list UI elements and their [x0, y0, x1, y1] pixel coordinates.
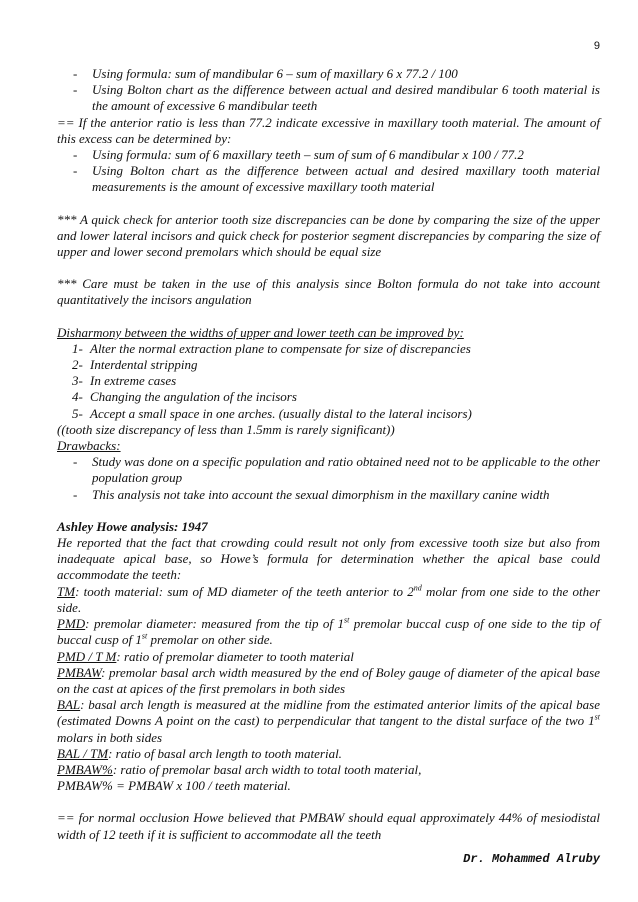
bullet-dash: - — [73, 82, 78, 98]
list-item-text: Using formula: sum of 6 maxillary teeth – sum of sum of 6 mandibular x 100 / 77.2 — [92, 147, 524, 163]
disharmony-note: ((tooth size discrepancy of less than 1.5mm is rarely significant)) — [57, 421, 395, 437]
item-text: Interdental stripping — [90, 357, 198, 373]
list-item — [57, 82, 600, 114]
list-item — [57, 147, 600, 163]
page-number: 9 — [593, 40, 600, 52]
list-item-text: This analysis not take into account the sexual dimorphism in the maxillary canine width — [92, 486, 550, 502]
footer-author: Dr. Mohammed Alruby — [463, 852, 600, 866]
bullet-dash: - — [73, 163, 78, 179]
item-number: 1- — [72, 340, 83, 356]
list-item — [57, 487, 600, 503]
list-item — [57, 163, 600, 195]
item-text: Accept a small space in one arches. (usually distal to the lateral incisors) — [90, 405, 472, 421]
bullet-dash: - — [73, 454, 78, 470]
paragraph-excess: == If the anterior ratio is less than 77.2 indicate excessive in maxillary tooth material. The amount of this excess can be determined by: — [57, 114, 600, 146]
numbered-item — [57, 406, 600, 422]
conclusion: == for normal occlusion Howe believed that PMBAW should equal approximately 44% of mesiodistal width of 12 teeth if it is sufficient to accommodate all the teeth — [57, 810, 600, 842]
spacer — [57, 196, 600, 212]
numbered-item — [57, 341, 600, 357]
numbered-item — [57, 389, 600, 405]
list-item — [57, 66, 600, 82]
term: BAL / TM — [57, 745, 109, 761]
page-content — [57, 66, 600, 843]
item-number: 4- — [72, 389, 83, 405]
drawbacks-heading: Drawbacks: — [57, 438, 121, 454]
item-number: 3- — [72, 373, 83, 389]
item-text: In extreme cases — [90, 373, 177, 389]
definition-tm: TM: tooth material: sum of MD diameter of the teeth anterior to 2nd molar from one side to the other side. — [57, 583, 600, 615]
spacer — [57, 260, 600, 276]
howe-intro: He reported that the fact that crowding could result not only from excessive tooth size but also from inadequate apical base, so Howe’s formula for determination whether the apical base could accommodate the teeth: — [57, 535, 600, 583]
spacer — [57, 503, 600, 519]
list-item-text: Using Bolton chart as the difference between actual and desired mandibular 6 tooth material is the amount of excessive 6 mandibular teeth — [92, 82, 600, 114]
paragraph-care: *** Care must be taken in the use of this analysis since Bolton formula do not take into account quantitatively the incisors angulation — [57, 276, 600, 308]
numbered-item — [57, 373, 600, 389]
definition-pmd-tm: PMD / T M: ratio of premolar diameter to tooth material — [57, 648, 354, 664]
definition-pmbaw: PMBAW: premolar basal arch width measured by the end of Boley gauge of diameter of the apical base on the cast at apices of the first premolars in both sides — [57, 664, 600, 696]
list-item — [57, 454, 600, 486]
disharmony-heading: Disharmony between the widths of upper and lower teeth can be improved by: — [57, 324, 464, 340]
item-text: Alter the normal extraction plane to compensate for size of discrepancies — [90, 340, 471, 356]
paragraph-quick-check: *** A quick check for anterior tooth size discrepancies can be done by comparing the size of the upper and lower lateral incisors and quick check for posterior segment discrepancies by comparing the size of upper and lower second premolars which should be equal size — [57, 211, 600, 260]
bullet-dash: - — [73, 486, 78, 502]
spacer — [57, 794, 600, 810]
term: TM — [57, 583, 76, 599]
item-text: Changing the angulation of the incisors — [90, 389, 297, 405]
section-heading: Ashley Howe analysis: 1947 — [57, 518, 208, 534]
numbered-item — [57, 357, 600, 373]
list-item-text: Using formula: sum of mandibular 6 – sum of maxillary 6 x 77.2 / 100 — [92, 66, 458, 81]
list-item-text: Study was done on a specific population and ratio obtained need not to be applicable to the other population group — [92, 454, 600, 486]
definition-bal-tm: BAL / TM: ratio of basal arch length to tooth material. — [57, 745, 342, 761]
definition-pmd: PMD: premolar diameter: measured from the tip of 1st premolar buccal cusp of one side to the tip of buccal cusp of 1st premolar on other side. — [57, 615, 600, 648]
term: PMBAW — [57, 664, 102, 680]
term: PMD — [57, 616, 86, 632]
bullet-dash: - — [73, 66, 78, 81]
formula: PMBAW% = PMBAW x 100 / teeth material. — [57, 778, 291, 794]
list-item-text: Using Bolton chart as the difference between actual and desired maxillary tooth material measurements is the amount of excessive maxillary tooth material — [92, 163, 600, 195]
bullet-dash: - — [73, 147, 78, 163]
item-number: 2- — [72, 357, 83, 373]
term: PMD / T M — [57, 648, 117, 664]
term: PMBAW% — [57, 761, 113, 777]
definition-pmbaw-percent: PMBAW%: ratio of premolar basal arch width to total tooth material, — [57, 761, 422, 777]
spacer — [57, 309, 600, 325]
term: BAL — [57, 697, 81, 713]
definition-bal: BAL: basal arch length is measured at the midline from the estimated anterior limits of the apical base (estimated Downs A point on the cast) to perpendicular that tangent to the distal surface of the two 1st molars in both sides — [57, 697, 600, 745]
item-number: 5- — [72, 405, 83, 421]
